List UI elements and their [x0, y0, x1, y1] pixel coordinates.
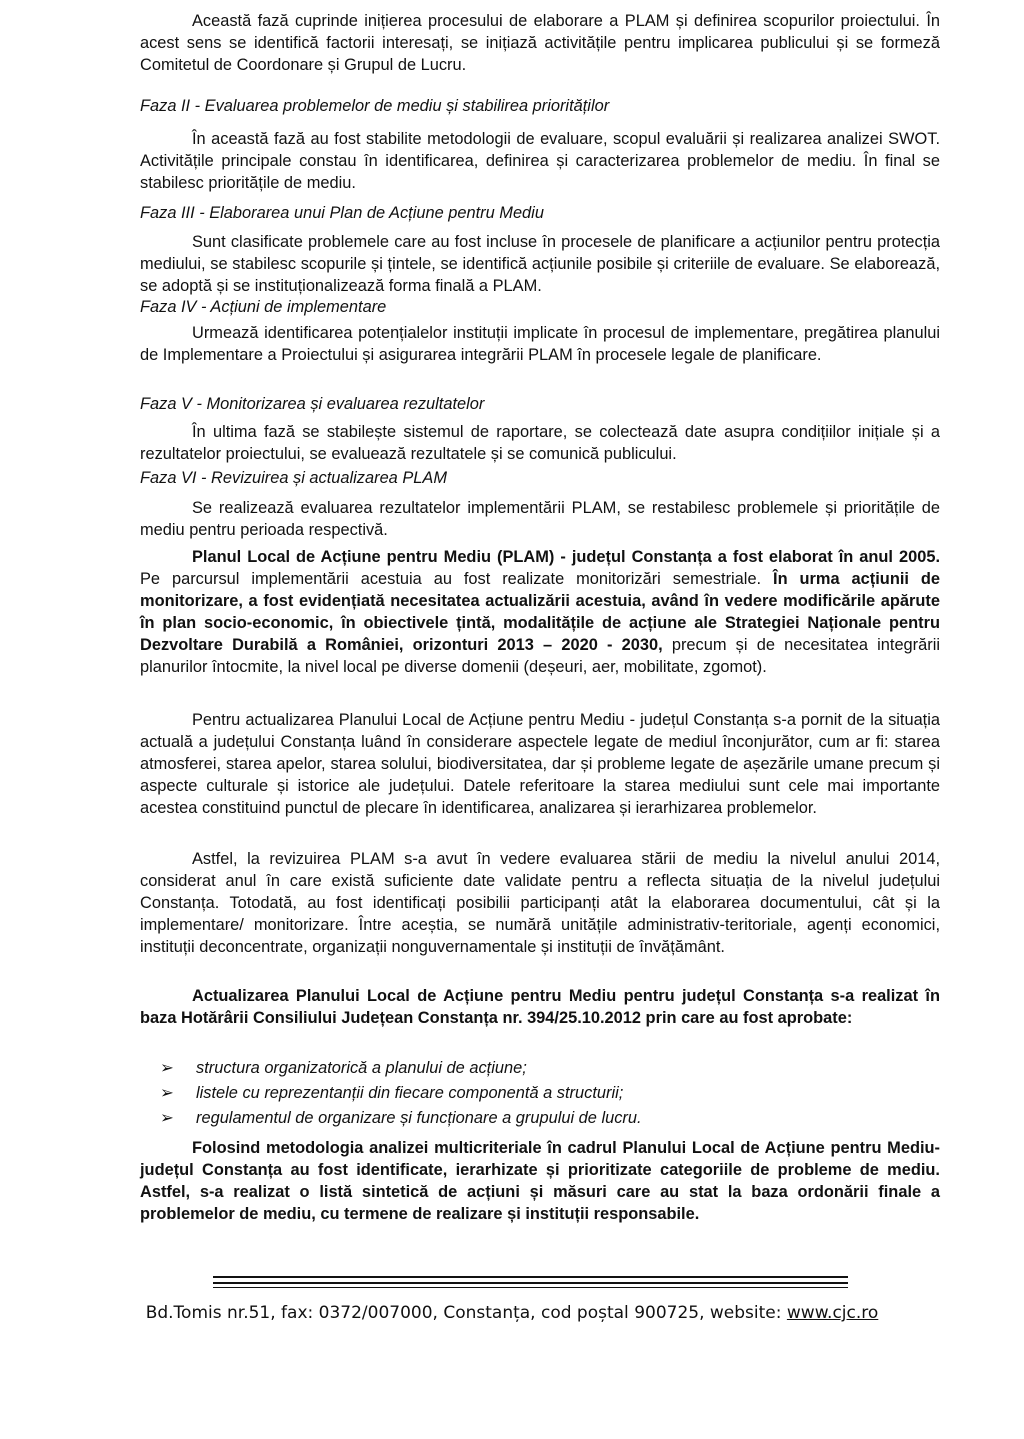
intro-paragraph	[140, 10, 940, 76]
website-link[interactable]: www.cjc.ro	[786, 1303, 879, 1323]
plam-integration-text: precum și de necesitatea integrării planurilor întocmite, la nivel local pe diverse domenii (deșeuri, aer, mobilitate, zgomot).	[140, 636, 940, 676]
hcj-text: Actualizarea Planului Local de Acțiune pentru Mediu pentru județul Constanța s-a realizat în baza Hotărârii Consiliului Județean Constanța nr. 394/25.10.2012 prin care au fost aprobate:	[140, 987, 940, 1027]
list-item	[160, 1106, 642, 1131]
phase-3-text: Sunt clasificate problemele care au fost incluse în procesele de planificare a acțiunilor pentru protecția mediului, se stabilesc scopurile și țintele, se identifică acțiunile posibile și criteriile de evaluare. Se elaborează, se adoptă și se instituționalizează forma finală a PLAM.	[140, 233, 940, 295]
arrow-bullet-icon: ➢	[160, 1059, 174, 1077]
list-item-text: structura organizatorică a planului de acțiune;	[196, 1059, 527, 1077]
phase-4-text: Urmează identificarea potențialelor instituții implicate în procesul de implementare, pregătirea planului de Implementare a Proiectului și asigurarea integrării PLAM în procesele legale de planificare.	[140, 324, 940, 364]
list-item	[160, 1081, 642, 1106]
plam-monitoring-text: Pe parcursul implementării acestuia au fost realizate monitorizări semestriale.	[140, 570, 774, 588]
update-paragraph	[140, 709, 940, 819]
plam-intro-bold: Planul Local de Acțiune pentru Mediu (PLAM) - județul Constanța a fost elaborat în anul 2005.	[192, 548, 940, 566]
list-item	[160, 1056, 642, 1081]
approved-items-list	[160, 1056, 642, 1131]
footer-rule-bottom	[213, 1287, 848, 1288]
phase-5-text: În ultima fază se stabilește sistemul de raportare, se colectează date asupra condițiilor inițiale și a rezultatelor proiectului, se evaluează rezultatele și se comunică publicului.	[140, 423, 940, 463]
intro-text: Această fază cuprinde inițierea procesului de elaborare a PLAM și definirea scopurilor proiectului. În acest sens se identifică factorii interesați, se inițiază activitățile pentru implicarea publicului și se formeză Comitetul de Coordonare și Grupul de Lucru.	[140, 12, 940, 74]
phase-2-paragraph	[140, 128, 940, 194]
plam-update-need-bold: În urma acțiunii de monitorizare, a fost evidențiată necesitatea actualizării acestuia, având în vedere modificările apărute în plan socio-economic, în obiectivele țintă, modalitățile de acțiune ale Strategiei Naționale pentru Dezvoltare Durabilă a României, orizonturi 2013 – 2020 - 2030,	[140, 570, 940, 654]
hcj-paragraph	[140, 985, 940, 1029]
phase-5-paragraph	[140, 421, 940, 465]
phase-2-text: În această fază au fost stabilite metodologii de evaluare, scopul evaluării și realizarea analizei SWOT. Activitățile principale constau în identificarea, definirea și caracterizarea problemelor de mediu. În final se stabilesc prioritățile de mediu.	[140, 130, 940, 192]
footer-rule-middle	[213, 1282, 848, 1284]
list-item-text: regulamentul de organizare și funcționare a grupului de lucru.	[196, 1109, 642, 1127]
revision-text: Astfel, la revizuirea PLAM s-a avut în vedere evaluarea stării de mediu la nivelul anului 2014, considerat anul în care există suficiente date validate pentru a reflecta situația de la nivelul județului Constanța. Totodată, au fost identificați posibilii participanți atât la elaborarea documentului, cât și la implementare/ monitorizare. Între aceștia, se numără unitățile administrativ-teritoriale, agenți economici, instituții deconcentrate, organizații nonguvernamentale și instituții de învățământ.	[140, 850, 940, 956]
phase-6-title: Faza VI - Revizuirea și actualizarea PLAM	[140, 469, 447, 487]
phase-6-text: Se realizează evaluarea rezultatelor implementării PLAM, se restabilesc problemele și prioritățile de mediu pentru perioada respectivă.	[140, 499, 940, 539]
arrow-bullet-icon: ➢	[160, 1084, 174, 1102]
methodology-text: Folosind metodologia analizei multicriteriale în cadrul Planului Local de Acțiune pentru Mediu- județul Constanța au fost identificate, ierarhizate și prioritizate categoriile de probleme de mediu. Astfel, s-a realizat o listă sintetică de acțiuni și măsuri care au stat la baza ordonării finale a problemelor de mediu, cu termene de realizare și instituții responsabile.	[140, 1139, 940, 1223]
phase-2-title: Faza II - Evaluarea problemelor de mediu și stabilirea priorităților	[140, 97, 610, 115]
phase-4-title: Faza IV - Acțiuni de implementare	[140, 298, 387, 316]
phase-3-paragraph	[140, 231, 940, 297]
footer	[0, 1302, 1024, 1324]
phase-3-title: Faza III - Elaborarea unui Plan de Acțiune pentru Mediu	[140, 204, 544, 222]
phase-5-title: Faza V - Monitorizarea și evaluarea rezultatelor	[140, 395, 485, 413]
revision-paragraph	[140, 848, 940, 958]
phase-6-paragraph	[140, 497, 940, 541]
phase-4-paragraph	[140, 322, 940, 366]
plam-paragraph	[140, 546, 940, 678]
footer-rule-top	[213, 1276, 848, 1278]
arrow-bullet-icon: ➢	[160, 1109, 174, 1127]
update-text: Pentru actualizarea Planului Local de Acțiune pentru Mediu - județul Constanța s-a pornit de la situația actuală a județului Constanța luând în considerare aspectele legate de mediul înconjurător, cum ar fi: starea atmosferei, starea apelor, starea solului, biodiversitatea, dar și probleme legate de așezările umane precum și aspecte culturale și istorice ale județului. Datele referitoare la starea mediului sunt cele mai importante acestea constituind punctul de plecare în identificarea, analizarea și ierarhizarea problemelor.	[140, 711, 940, 817]
list-item-text: listele cu reprezentanții din fiecare componentă a structurii;	[196, 1084, 624, 1102]
methodology-paragraph	[140, 1137, 940, 1225]
footer-address: Bd.Tomis nr.51, fax: 0372/007000, Constanța, cod poștal 900725, website:	[145, 1303, 787, 1323]
